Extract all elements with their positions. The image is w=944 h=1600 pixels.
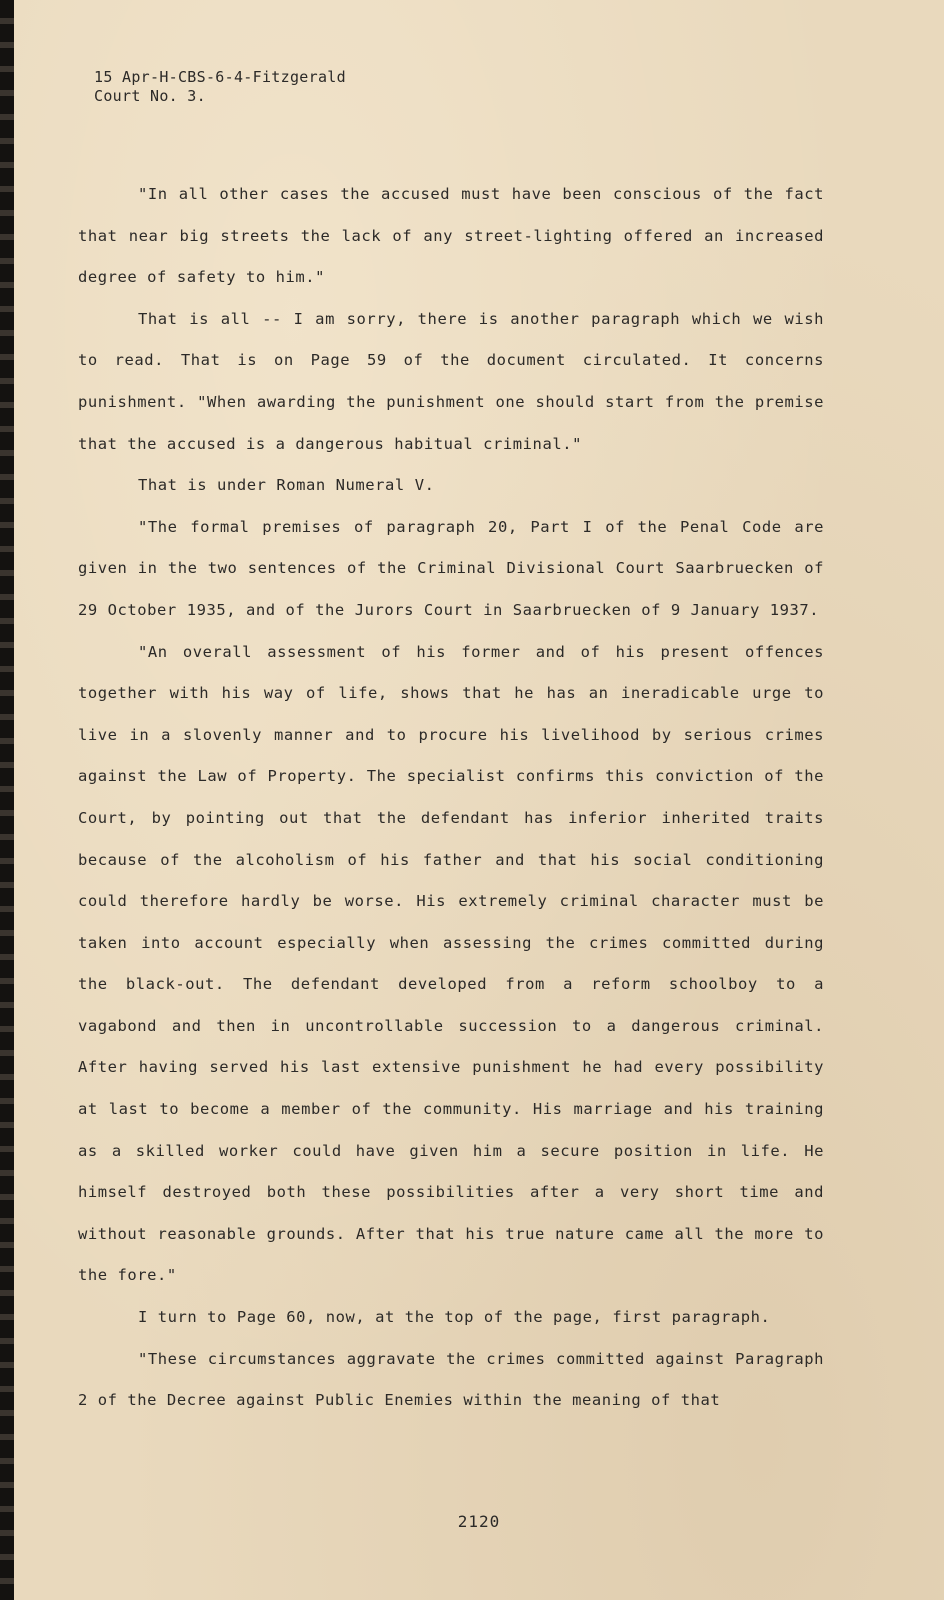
paragraph-3: That is under Roman Numeral V. <box>138 476 435 495</box>
document-page <box>14 0 944 1600</box>
document-header <box>94 68 346 106</box>
paragraph-4: "The formal premises of paragraph 20, Part I of the Penal Code are given in the two sentences of the Criminal Divisional Court Saarbruecken of 29 October 1935, and of the Jurors Court in Saarbruecken of 9 January 1937. <box>78 517 824 619</box>
paragraph-2: That is all -- I am sorry, there is another paragraph which we wish to read. That is on Page 59 of the document circulated. It concerns punishment. "When awarding the punishment one should start from the premise that the accused is a dangerous habitual criminal." <box>78 309 824 453</box>
binder-edge <box>0 0 14 1600</box>
paragraph-5: "An overall assessment of his former and of his present offences together with his way of life, shows that he has an ineradicable urge to live in a slovenly manner and to procure his livelihood by serious crimes against the Law of Property. The specialist confirms this conviction of the Court, by pointing out that the defendant has inferior inherited traits because of the alcoholism of his father and that his social conditioning could therefore hardly be worse. His extremely criminal character must be taken into account especially when assessing the crimes committed during the black-out. The defendant developed from a reform schoolboy to a vagabond and then in uncontrollable succession to a dangerous criminal. After having served his last extensive punishment he had every possibility at last to become a member of the community. His marriage and his training as a skilled worker could have given him a secure position in life. He himself destroyed both these possibilities after a very short time and without reasonable grounds. After that his true nature came all the more to the fore." <box>78 642 824 1285</box>
paragraph-6: I turn to Page 60, now, at the top of the page, first paragraph. <box>138 1308 771 1327</box>
page-number: 2120 <box>457 1512 501 1531</box>
paragraph-7: "These circumstances aggravate the crimes committed against Paragraph 2 of the Decree against Public Enemies within the meaning of that <box>78 1349 824 1410</box>
header-line-1: 15 Apr-H-CBS-6-4-Fitzgerald <box>94 68 346 86</box>
paragraph-1: "In all other cases the accused must have been conscious of the fact that near big streets the lack of any street-lighting offered an increased degree of safety to him." <box>78 185 824 287</box>
header-line-2: Court No. 3. <box>94 87 206 105</box>
document-body <box>78 174 824 1422</box>
